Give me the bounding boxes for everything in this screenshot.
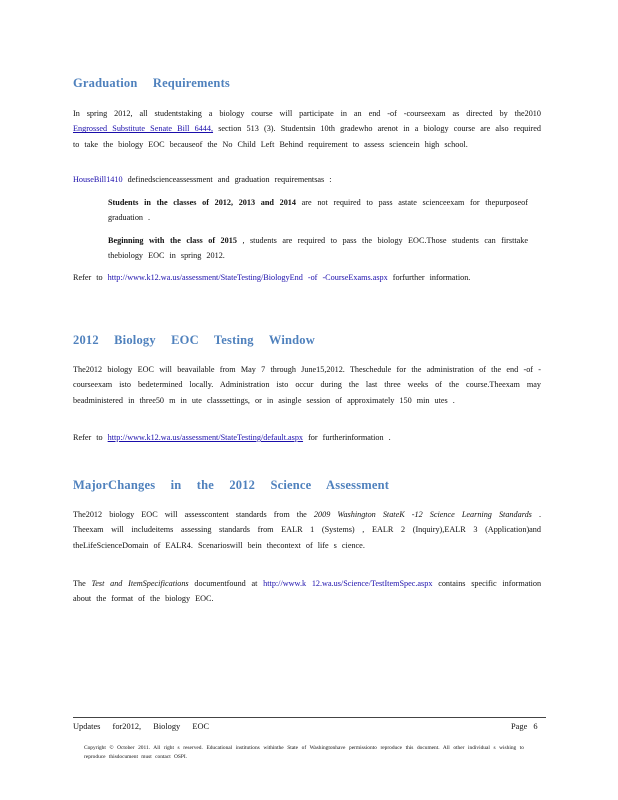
paragraph-text: definedscienceassessment and graduation requirementsas : [127, 175, 332, 184]
link-test-item-spec[interactable]: http://www.k 12.wa.us/Science/TestItemSpec.aspx [263, 579, 433, 588]
bullet-class-2015 [108, 233, 528, 264]
bullet-bold-text: Students in the classes of 2012, 2013 and 2014 [108, 198, 296, 207]
paragraph-testing-window [73, 362, 541, 408]
link-state-testing-default[interactable]: http://www.k12.wa.us/assessment/StateTesting/default.aspx [107, 433, 304, 442]
paragraph-text: forfurther information. [392, 273, 471, 282]
paragraph-refer-state-testing [73, 430, 541, 445]
footer-title: Updates for2012, Biology EOC [73, 722, 210, 731]
copyright-notice: Copyright © October 2011. All right s reserved. Educational institutions withinthe State of Washingtonhave permissionto reproduce this document. All other individual s wishing to reproduce thisdocument must contact OSPI. [84, 745, 524, 760]
bullet-text: are not required to pass astate scienceexam for thepurposeof graduation . [108, 198, 528, 223]
bullet-text: , students are required to pass the biology EOC.Those students can firsttake thebiology EOC in spring 2012. [108, 236, 528, 261]
paragraph-refer-biology [73, 270, 541, 285]
paragraph-text: contains specific information about the format of the biology EOC. [73, 579, 542, 604]
paragraph-text: Refer to [73, 273, 103, 282]
link-house-bill-1410[interactable]: HouseBill1410 [73, 175, 123, 184]
bullet-classes-2012-2014 [108, 195, 528, 226]
link-biology-end-of-course[interactable]: http://www.k12.wa.us/assessment/StateTesting/BiologyEnd -of -CourseExams.aspx [107, 273, 388, 282]
paragraph-text: . Theexam will includeitems assessing standards from EALR 1 (Systems) , EALR 2 (Inquiry),EALR 3 (Application)and theLifeScienceDomain of EALR4. Scenarioswill bein thecontext of life s cience. [73, 510, 542, 550]
paragraph-major-changes [73, 507, 541, 553]
page-number: Page 6 [511, 722, 538, 731]
paragraph-text: documentfound at [194, 579, 258, 588]
paragraph-text: The [73, 579, 86, 588]
paragraph-text: Refer to [73, 433, 103, 442]
section-heading-graduation: Graduation Requirements [73, 76, 230, 90]
bullet-bold-text: Beginning with the class of 2015 [108, 236, 237, 245]
paragraph-text: In spring 2012, all studentstaking a biology course will participate in an end -of -courseexam as directed by the2010 [73, 109, 541, 118]
paragraph-text: The2012 biology EOC will assesscontent standards from the [73, 510, 307, 519]
footer-divider [73, 717, 546, 718]
link-senate-bill-6444[interactable]: Engrossed Substitute Senate Bill 6444, [73, 124, 214, 134]
section-heading-testing-window: 2012 Biology EOC Testing Window [73, 333, 315, 347]
paragraph-test-item-spec [73, 576, 541, 607]
paragraph-text: section 513 (3). Studentsin 10th gradewho arenot in a biology course are also required to take the biology EOC becauseof the No Child Left Behind requirement to assess sciencein high school. [73, 124, 541, 149]
paragraph-graduation-intro [73, 106, 541, 152]
paragraph-house-bill [73, 172, 541, 187]
standards-title: 2009 Washington StateK -12 Science Learning Standards [313, 510, 532, 519]
document-title: Test and ItemSpecifications [91, 579, 189, 588]
section-heading-major-changes: MajorChanges in the 2012 Science Assessment [73, 478, 390, 492]
paragraph-text: The2012 biology EOC will beavailable from May 7 through June15,2012. Theschedule for the administration of the end -of -courseexam isto bedetermined locally. Administration isto occur during the last three weeks of the course.Theexam may beadministered in three50 m in ute classsettings, or in asingle session of approximately 150 min utes . [73, 365, 541, 405]
paragraph-text: for furtherinformation . [308, 433, 391, 442]
